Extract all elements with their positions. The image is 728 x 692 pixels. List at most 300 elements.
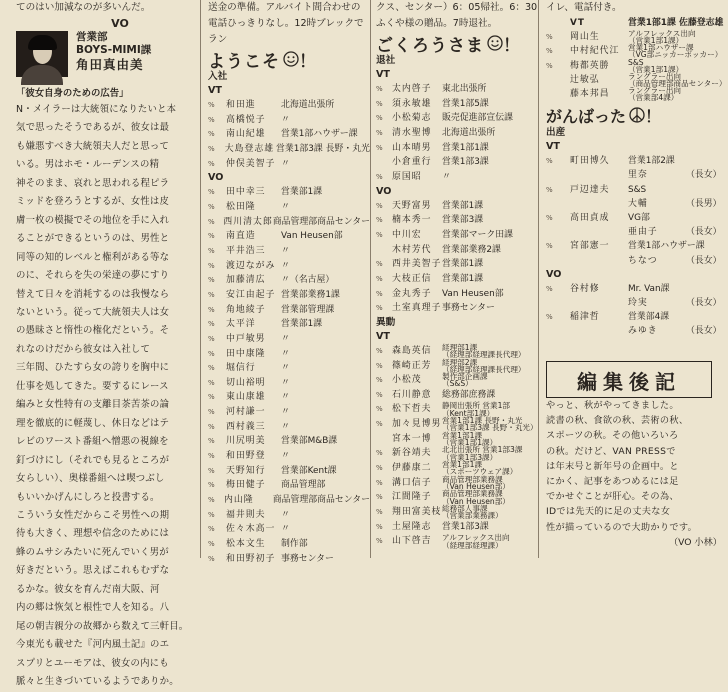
- article-line: 内の郷は恢気と根性で人を知る。八: [16, 602, 170, 614]
- editors-note-signature: （VO 小林）: [668, 536, 722, 548]
- farewell-title-suffix: ！: [503, 35, 521, 56]
- staff-row: [208, 347, 370, 362]
- staff-row: [208, 361, 370, 376]
- staff-name: 原国昭: [392, 171, 422, 182]
- mark-symbol: %: [208, 232, 215, 241]
- staff-department: 事務センター: [281, 553, 334, 564]
- staff-previous-department: （営業部4課）: [628, 93, 679, 103]
- article-line: れなのけだから彼女は入社して: [16, 343, 151, 355]
- staff-name: 天野知行: [226, 465, 266, 476]
- child-relation: （長女）: [686, 255, 722, 266]
- staff-department: [628, 73, 728, 87]
- article-line: 同等の知的レベルと権利がある等な: [16, 251, 170, 263]
- staff-name: 溝口信子: [392, 477, 432, 488]
- parent-department: S&S: [628, 184, 647, 195]
- staff-name: 石川静意: [392, 389, 432, 400]
- staff-department: 〃: [281, 333, 290, 344]
- article-line: 好きだという。思えばこれもむずな: [16, 565, 170, 577]
- group-label: VT: [376, 69, 390, 80]
- parent-name: 谷村修: [570, 283, 600, 294]
- staff-row: [376, 82, 538, 97]
- child-row: [546, 324, 728, 338]
- staff-department: 〃: [281, 245, 290, 256]
- parent-name: 稲津哲: [570, 312, 600, 323]
- staff-name: 小倉重行: [392, 157, 432, 168]
- staff-new-department: アルフレックス出向: [442, 533, 510, 543]
- staff-row: [208, 273, 370, 288]
- staff-name: 須永敏雄: [392, 98, 432, 109]
- mark-symbol: %: [208, 349, 215, 358]
- mark-symbol: [546, 73, 570, 87]
- staff-name: 角地綾子: [226, 304, 266, 315]
- staff-new-department: 製作部企画課: [442, 372, 488, 382]
- staff-department: 商品管理部: [281, 480, 326, 491]
- child-relation: （長女）: [686, 170, 722, 181]
- mark-symbol: %: [208, 437, 215, 446]
- staff-new-department: 商品管理部業務課: [442, 474, 503, 484]
- mark-symbol: %: [208, 202, 215, 211]
- child-name: 大輔: [628, 198, 648, 209]
- farewell-heading: [376, 32, 538, 54]
- profile-section: BOYS-MIMI課: [76, 44, 152, 56]
- editors-note-body: [546, 398, 722, 535]
- staff-department: 営業部1課: [442, 259, 484, 270]
- staff-department: 制作部: [281, 539, 308, 550]
- editors-note-line: 性が描っているので大助かりです。: [546, 521, 698, 533]
- staff-row: [208, 420, 370, 435]
- staff-name: 太平洋: [226, 319, 256, 330]
- staff-name: 河村謙一: [226, 407, 266, 418]
- article-line: 気で思ったそうであるが、彼女は最: [16, 122, 170, 134]
- staff-row: [208, 244, 370, 259]
- mark-symbol: %: [208, 466, 215, 475]
- editors-note-line: の秋。だけど、VAN PRESSで: [546, 445, 676, 457]
- article-line: 尾の朝吉親分の故郷から数えて三軒目。: [16, 620, 189, 632]
- staff-new-department: 経理部2課: [442, 357, 478, 367]
- mark-symbol: %: [208, 525, 215, 534]
- staff-department: [442, 344, 538, 359]
- mark-symbol: %: [546, 214, 553, 223]
- editors-note-line: でかせぐことが肝心。その為、: [546, 491, 679, 503]
- staff-department: [628, 87, 728, 101]
- retired-label: 退社: [376, 55, 396, 66]
- parent-name: 戸辺達夫: [570, 184, 610, 195]
- staff-department: 〃: [281, 201, 290, 212]
- child-name: 亜由子: [628, 227, 658, 238]
- top-continuation-text: てのはい加減なのが多いんだ。: [16, 2, 151, 13]
- parent-row: [546, 211, 728, 225]
- staff-name: 加々見博男: [392, 419, 442, 430]
- staff-department: 〃: [281, 260, 290, 271]
- vo-label: VO: [111, 17, 129, 30]
- staff-row: [208, 288, 370, 303]
- article-line: スプリとユーモアは、彼女の内にも: [16, 657, 169, 669]
- mark-symbol: [376, 432, 392, 447]
- staff-department: 営業部1課: [442, 200, 484, 211]
- staff-row: [208, 390, 370, 405]
- birth-heading: [546, 104, 728, 126]
- staff-row: [208, 157, 370, 172]
- staff-name: 梅都英勝: [570, 60, 610, 71]
- staff-name: 高橋悦子: [226, 114, 266, 125]
- child-row: [546, 168, 728, 182]
- staff-name: 宮本一博: [392, 433, 432, 444]
- staff-new-department: 静岡出張所 営業1部: [442, 401, 510, 411]
- mark-symbol: [376, 243, 392, 258]
- article-line: のに、それらを失の栄達の夢にすり: [16, 270, 170, 282]
- mark-symbol: %: [546, 157, 553, 166]
- child-name: 玲実: [628, 298, 648, 309]
- mark-symbol: %: [208, 554, 215, 563]
- staff-new-department: 営業1部1課: [442, 460, 483, 470]
- mark-symbol: %: [546, 33, 553, 42]
- staff-name: 安江由起子: [226, 289, 276, 300]
- editors-note-line: スポーツの秋。その他いろいろ: [546, 430, 679, 442]
- mark-symbol: %: [208, 144, 215, 153]
- mark-symbol: %: [376, 260, 383, 269]
- column-profile: [0, 0, 200, 688]
- staff-name: 西村義三: [226, 421, 266, 432]
- staff-row: [208, 522, 370, 537]
- staff-name: 伊藤康二: [392, 463, 432, 474]
- parent-row: [546, 239, 728, 253]
- staff-new-department: ラングラー出向: [628, 86, 682, 96]
- staff-row: [376, 359, 538, 374]
- group-label: VT: [546, 141, 560, 153]
- article-line: 脈々と生きづいているようでありか。: [16, 676, 179, 688]
- staff-name: 金丸秀子: [392, 288, 432, 299]
- staff-row: [208, 478, 370, 493]
- article-line: 仕事を処してきた。要するにレース: [16, 380, 169, 392]
- staff-previous-department: （Van Heusen部）: [442, 482, 510, 492]
- editors-note-line: IDでは先天的に足の丈夫な女: [546, 506, 671, 518]
- transfer-list-continued: [546, 16, 728, 101]
- welcome-heading: [208, 48, 370, 70]
- staff-department: Van Heusen部: [281, 231, 343, 242]
- group-label: VO: [208, 172, 224, 184]
- staff-department: 営業部1課: [281, 319, 323, 330]
- staff-department: 東北出張所: [442, 84, 487, 94]
- mark-symbol: %: [208, 496, 215, 505]
- staff-department: 商品管理部商品センター: [272, 216, 370, 227]
- staff-new-department: 経理部1課: [442, 342, 478, 352]
- mark-symbol: %: [376, 230, 383, 239]
- staff-row: [208, 508, 370, 523]
- staff-department: 営業1部3課 長野・丸光: [276, 143, 370, 154]
- editors-note-title-box: [546, 361, 712, 398]
- staff-name: 切山裕明: [226, 377, 266, 388]
- staff-previous-department: （経理部経理課長代理）: [442, 350, 526, 360]
- profile-name: 角田真由美: [76, 57, 144, 72]
- staff-row: [208, 434, 370, 449]
- staff-name: 田中幸三: [226, 187, 266, 198]
- staff-name: 山下啓吉: [392, 536, 432, 547]
- staff-name: 清水聖博: [392, 127, 432, 138]
- staff-previous-department: （営業1部3課）: [442, 452, 498, 462]
- parent-row: [546, 282, 728, 296]
- mark-symbol: [546, 16, 570, 30]
- staff-row: [376, 243, 538, 258]
- staff-name: 山本晴男: [392, 142, 432, 153]
- staff-row: [376, 126, 538, 141]
- child-name: 里奈: [628, 170, 648, 181]
- mark-symbol: %: [208, 393, 215, 402]
- staff-row: [376, 461, 538, 476]
- group-label: VT: [376, 330, 390, 342]
- joined-label: 入社: [208, 71, 228, 82]
- staff-department: [442, 461, 538, 476]
- mark-symbol: %: [376, 172, 383, 181]
- staff-department: [442, 359, 538, 374]
- child-relation: （長女）: [686, 298, 722, 309]
- staff-row: [376, 490, 538, 505]
- staff-department: [442, 534, 538, 549]
- mark-symbol: [546, 87, 570, 101]
- staff-row: [208, 259, 370, 274]
- column-welcome: [200, 0, 370, 564]
- staff-department: 〃: [281, 421, 290, 432]
- staff-row: [208, 185, 370, 200]
- staff-name: 松田隆: [226, 201, 256, 212]
- staff-previous-department: （Kent部1課）: [442, 408, 495, 418]
- staff-name: 東山康雄: [226, 392, 266, 403]
- staff-row: [208, 493, 370, 508]
- mark-symbol: %: [208, 188, 215, 197]
- staff-name: 松下哲夫: [392, 404, 432, 415]
- parent-name: 高田貞成: [570, 213, 610, 224]
- staff-row: [208, 405, 370, 420]
- staff-new-department: 北北出張所 営業1部3課: [442, 445, 523, 455]
- staff-previous-department: （営業1部1課）: [442, 438, 498, 448]
- staff-row: [376, 301, 538, 316]
- staff-department: [628, 59, 728, 73]
- staff-row: [208, 142, 370, 157]
- staff-name: 和田進: [226, 100, 256, 110]
- staff-name: 渡辺ながみ: [226, 260, 276, 271]
- staff-new-department: 営業1部ハウザー課: [628, 43, 694, 53]
- mark-symbol: %: [376, 274, 383, 283]
- staff-name: 和田野登: [226, 451, 266, 462]
- staff-department: 〃: [281, 158, 290, 169]
- article-line: 神そのまま、哀れと思われる程ピラ: [16, 177, 170, 189]
- article-body: [16, 101, 194, 692]
- staff-previous-department: （営業1部1課）: [628, 36, 684, 46]
- group-label: VO: [376, 185, 392, 197]
- staff-name: 西井美智子: [392, 259, 442, 270]
- article-line: 今東光も載せた『河内風土記』のエ: [16, 639, 170, 651]
- staff-row: [208, 449, 370, 464]
- staff-new-department: 総務部人事課: [442, 504, 488, 514]
- mark-symbol: %: [376, 128, 383, 137]
- staff-row: [208, 215, 370, 230]
- staff-department: 営業部3課: [442, 215, 484, 226]
- parent-department: Mr. Van課: [628, 283, 670, 294]
- staff-department: 〃: [442, 171, 451, 182]
- mark-symbol: %: [376, 85, 383, 93]
- mark-symbol: %: [546, 185, 553, 194]
- staff-row: [376, 228, 538, 243]
- parent-department: 営業1部ハウザー課: [628, 241, 705, 252]
- parent-name: 町田博久: [570, 156, 610, 167]
- article-line: ないという。従って大統領夫人は女: [16, 306, 170, 318]
- staff-previous-department: （営業部業務課）: [442, 511, 503, 521]
- staff-previous-department: （経理部経理課）: [442, 540, 503, 550]
- mark-symbol: %: [208, 246, 215, 255]
- child-row: [546, 197, 728, 211]
- mark-symbol: %: [376, 420, 383, 429]
- staff-row: [208, 98, 370, 113]
- staff-name: 南直造: [226, 231, 256, 242]
- smiley-icon: [487, 35, 503, 51]
- farewell-title: ごくろうさま: [376, 35, 484, 56]
- staff-department: 営業部マーク田課: [442, 229, 513, 240]
- staff-row: [208, 332, 370, 347]
- staff-department: 営業部Kent課: [281, 465, 337, 476]
- staff-department: 〃: [281, 363, 290, 374]
- staff-department: 営業1部1課: [442, 142, 489, 153]
- staff-department: 営業1部1課 佐藤登志雄: [628, 18, 724, 28]
- article-line: も嫌悪すべき大統領夫人だと思って: [16, 140, 170, 152]
- birth-title: がんばった: [546, 106, 627, 126]
- mark-symbol: %: [376, 464, 383, 473]
- mark-symbol: %: [376, 522, 383, 531]
- staff-department: 営業部1課: [442, 273, 484, 284]
- staff-row: [376, 257, 538, 272]
- staff-name: 佐々木高一: [226, 524, 276, 535]
- mark-symbol: %: [376, 376, 383, 385]
- birth-label: 出産: [546, 127, 566, 139]
- staff-previous-department: （経理部経理課長代理）: [442, 364, 526, 374]
- article-line: 理を徹底的に軽蔑し、休日などはテ: [16, 417, 170, 429]
- staff-row: [208, 376, 370, 391]
- staff-row: [376, 272, 538, 287]
- staff-previous-department: （VG部ニッカーボッカー）: [628, 50, 723, 60]
- staff-name: 大枝正信: [392, 273, 432, 284]
- staff-previous-department: （営業1部3課 長野・丸光）: [442, 423, 538, 433]
- birth-title-suffix: ！: [645, 106, 662, 126]
- staff-name: 田中康隆: [226, 348, 266, 359]
- staff-department: 営業1部3課: [442, 157, 489, 168]
- staff-name: 篠崎正芳: [392, 360, 432, 371]
- staff-name: 川尻明美: [226, 436, 266, 447]
- staff-row: [208, 127, 370, 142]
- article-line: もいいかげんにしろと投書する。: [16, 491, 160, 503]
- staff-department: 営業1部5課: [442, 98, 489, 109]
- staff-row: [376, 170, 538, 185]
- staff-department: [442, 417, 538, 432]
- article-line: こういう女性だからこそ男性への期: [16, 509, 170, 521]
- mark-symbol: %: [208, 276, 215, 285]
- mark-symbol: %: [376, 478, 383, 487]
- mark-symbol: %: [376, 449, 383, 458]
- mark-symbol: %: [208, 217, 215, 226]
- child-relation: （長女）: [686, 227, 722, 238]
- mark-symbol: %: [208, 334, 215, 343]
- article-line: 膚一枚の模擬でその地位を手に入れ: [16, 214, 170, 226]
- staff-name: 藤本邦昌: [570, 89, 610, 100]
- article-line: るかな。彼女を育んだ南大阪、河: [16, 583, 160, 595]
- mark-symbol: %: [208, 452, 215, 461]
- staff-row: [376, 141, 538, 156]
- staff-department: 北海道出張所: [442, 127, 496, 138]
- child-name: みゆき: [628, 326, 658, 337]
- staff-new-department: 商品管理部業務課: [442, 489, 503, 499]
- staff-department: 事務センター: [442, 303, 495, 314]
- child-relation: （長男）: [686, 198, 722, 209]
- staff-row: [546, 73, 728, 87]
- staff-row: [376, 373, 538, 388]
- parent-row: [546, 154, 728, 168]
- staff-new-department: S&S: [628, 57, 644, 67]
- mark-symbol: %: [376, 216, 383, 225]
- mark-symbol: %: [208, 290, 215, 299]
- top-continuation-text: 送金の準備。アルバイト間合わせの電話ひっきりなし。12時ブレックでラン: [208, 2, 364, 45]
- mark-symbol: %: [208, 510, 215, 519]
- profile-photo: [16, 31, 68, 77]
- mark-symbol: %: [546, 284, 553, 293]
- staff-row: [376, 97, 538, 112]
- staff-previous-department: （スポーツウェア課）: [442, 467, 518, 477]
- article-line: ミッドを登ろうとするが、女性は皮: [16, 196, 170, 208]
- staff-name: 梅田健子: [226, 480, 266, 491]
- child-name: ちなつ: [628, 255, 658, 266]
- staff-department: 総務部庶務課: [442, 389, 496, 400]
- editors-note-line: 読書の秋、食欲の秋、芸術の秋、: [546, 415, 689, 427]
- article-line: 三年間、ひたすら女の誇りを胸中に: [16, 362, 170, 374]
- child-relation: （長女）: [686, 326, 722, 337]
- welcome-title-suffix: ！: [299, 51, 317, 72]
- staff-department: [442, 402, 538, 417]
- article-line: 替えて日々を消耗するのは我慢なら: [16, 288, 170, 300]
- welcome-title: ようこそ: [208, 51, 280, 72]
- staff-department: 〃: [281, 114, 290, 125]
- staff-name: VT: [570, 18, 585, 28]
- staff-department: 北海道出張所: [281, 100, 335, 110]
- mark-symbol: %: [546, 313, 553, 322]
- group-label: 異動: [376, 316, 396, 328]
- parent-department: 営業1部2課: [628, 156, 675, 167]
- staff-department: 〃: [281, 377, 290, 388]
- staff-department: [442, 490, 538, 505]
- article-line: 女らしい）、奥様番組へは喫つぶし: [16, 473, 165, 485]
- mark-symbol: %: [376, 346, 383, 355]
- staff-department: 営業部業務2課: [442, 244, 501, 255]
- parent-department: VG部: [628, 213, 650, 224]
- profile-block: [16, 31, 194, 79]
- staff-name: 南山紀雄: [226, 129, 266, 140]
- editors-note-title: 編集後記: [577, 370, 681, 394]
- mark-symbol: %: [376, 493, 383, 502]
- staff-name: 小松菊志: [392, 113, 432, 124]
- staff-department: 〃（名古屋）: [281, 275, 335, 286]
- article-line: N・メイラーは大統領になりたいと本: [16, 104, 177, 115]
- article-line: 編みと女性特有の支離目茶苦茶の論: [16, 399, 170, 411]
- staff-row: [208, 537, 370, 552]
- mark-symbol: %: [208, 540, 215, 549]
- staff-row: [376, 534, 538, 549]
- staff-row: [208, 464, 370, 479]
- staff-row: [546, 59, 728, 73]
- staff-new-department: 営業1部1課 長野・丸光: [442, 416, 523, 426]
- mark-symbol: %: [376, 99, 383, 108]
- staff-name: 木村芳代: [392, 244, 432, 255]
- staff-row: [376, 111, 538, 126]
- editors-note-line: やっと、秋がやってきました。: [546, 400, 679, 411]
- staff-row: [208, 303, 370, 318]
- editors-note-line: は年末号と新年号の企画中。と: [546, 460, 679, 472]
- staff-department: Van Heusen部: [442, 288, 504, 299]
- staff-row: [376, 402, 538, 417]
